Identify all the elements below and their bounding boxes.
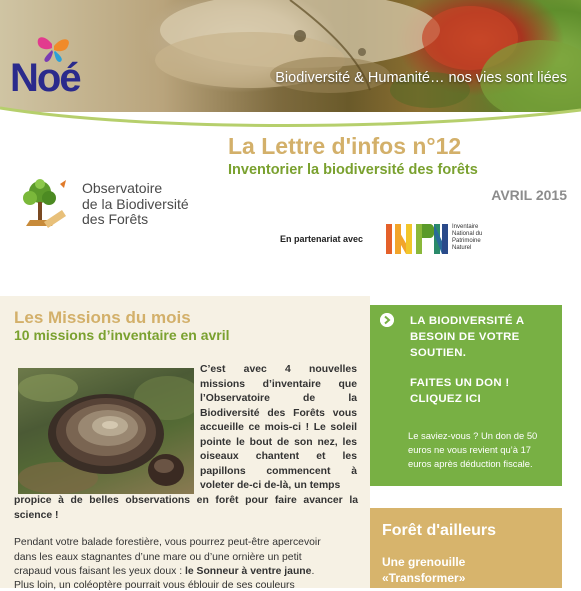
donate-tax-note: Le saviez-vous ? Un don de 50 euros ne vous revient qu’à 17 euros après déduction fiscale. — [408, 430, 538, 469]
body-line-1: Pendant votre balade forestière, vous pourrez peut-être apercevoir — [14, 537, 321, 548]
newsletter-title: La Lettre d'infos n°12 — [228, 133, 462, 159]
foret-ailleurs-box[interactable] — [370, 508, 562, 588]
noe-logo-text: Noé — [10, 56, 80, 100]
observatoire-line-3: des Forêts — [82, 211, 149, 227]
inpn-line-4: Naturel — [452, 245, 472, 251]
issue-date: AVRIL 2015 — [491, 187, 567, 203]
foret-ailleurs-title: Forêt d'ailleurs — [382, 522, 497, 539]
banner-wave-divider — [0, 96, 581, 130]
body-line-3-pre: crapaud vous faisant les yeux doux : — [14, 566, 185, 577]
inpn-line-1: Inventaire — [452, 224, 479, 230]
intro-paragraph-right: C’est avec 4 nouvelles missions d’inventaire que l’Observatoire de la Biodiversité des Forêts vous accueille ce mois-ci ! Le soleil pointe le bout de son nez, les oiseaux chantent et les papillons commencent à voleter de-ci de-là, un temps — [200, 364, 357, 491]
inpn-logo[interactable] — [386, 222, 510, 256]
arrow-right-icon — [380, 313, 394, 327]
intro-paragraph-end: propice à de belles observations en forêt pour faire avancer la science ! — [14, 495, 358, 521]
inpn-subtitle — [452, 224, 482, 252]
inpn-line-3: Patrimoine — [452, 238, 481, 244]
banner-tagline: Biodiversité & Humanité… nos vies sont liées — [275, 70, 567, 86]
section-subtitle: 10 missions d’inventaire en avril — [14, 327, 230, 343]
donate-heading: LA BIODIVERSITÉ A BESOIN DE VOTRE SOUTIEN. — [410, 315, 524, 359]
section-title: Les Missions du mois — [14, 308, 191, 327]
observatoire-line-2: de la Biodiversité — [82, 195, 189, 212]
body-line-3-post: . — [311, 566, 315, 577]
observatoire-line-1: Observatoire — [82, 180, 163, 196]
observatoire-tree-logo[interactable] — [16, 176, 76, 232]
fungus-photo — [18, 368, 194, 494]
observatoire-name — [82, 181, 189, 228]
sonneur-species-link: le Sonneur à ventre jaune — [184, 566, 312, 577]
mushroom-image — [18, 368, 194, 494]
body-line-3 — [14, 566, 358, 577]
body-line-2: dans les eaux stagnantes d’une mare ou d’une ornière un petit — [14, 552, 302, 563]
donate-link[interactable]: FAITES UN DON ! CLIQUEZ ICI — [410, 377, 510, 405]
inpn-line-2: National du — [452, 231, 483, 237]
partner-label: En partenariat avec — [280, 234, 364, 244]
donate-box[interactable] — [370, 305, 562, 486]
foret-ailleurs-subtitle[interactable]: Une grenouille «Transformer» — [382, 555, 466, 585]
body-line-4: Plus loin, un coléoptère pourrait vous éblouir de ses couleurs — [14, 580, 295, 591]
newsletter-subtitle: Inventorier la biodiversité des forêts — [228, 162, 478, 178]
